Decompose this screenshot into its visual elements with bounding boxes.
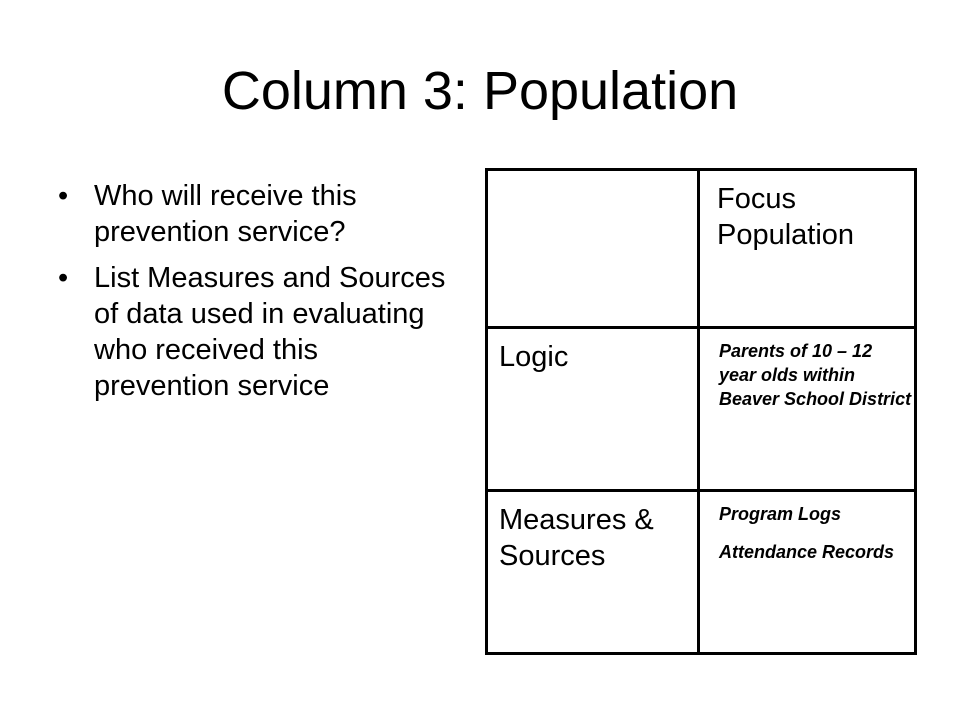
focus-population-header-cell: [699, 170, 916, 328]
bullet-marker: •: [58, 262, 69, 294]
slide-title: Column 3: Population: [221, 61, 739, 121]
bullet-item: [58, 178, 458, 250]
bullet-text: List Measures and Sources of data used in evaluating who received this prevention service: [94, 262, 446, 402]
bullet-marker: •: [58, 180, 69, 212]
measures-label: Measures & Sources: [499, 504, 654, 572]
logic-value: Parents of 10 – 12 year olds within Beaver School District: [719, 341, 912, 409]
bullet-item: [58, 260, 458, 404]
measures-label-cell: [487, 491, 699, 654]
logic-label-cell: [487, 328, 699, 491]
population-table: [485, 168, 917, 655]
logic-value-cell: [699, 328, 916, 491]
table-row-measures: [487, 491, 916, 654]
measure-program-logs: Program Logs: [719, 504, 842, 524]
logic-label: Logic: [499, 341, 569, 373]
table-row-header: [487, 170, 916, 328]
bullet-text: Who will receive this prevention service?: [94, 180, 357, 248]
measures-values: [700, 492, 914, 564]
measure-attendance-records: Attendance Records: [719, 542, 895, 562]
table-row-logic: [487, 328, 916, 491]
empty-corner-cell: [487, 170, 699, 328]
measures-value-cell: [699, 491, 916, 654]
focus-population-header: Focus Population: [717, 183, 855, 251]
bullet-list: [58, 178, 458, 414]
